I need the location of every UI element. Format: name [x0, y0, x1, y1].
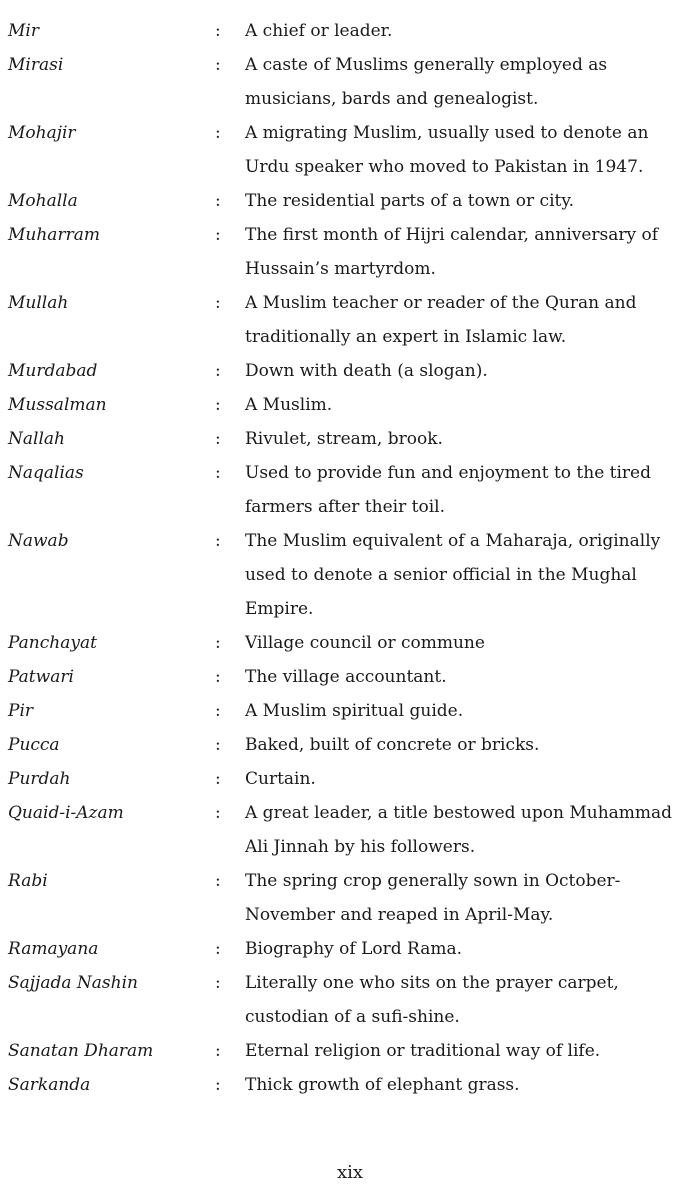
separator: :	[215, 667, 221, 687]
glossary-entry	[0, 626, 700, 660]
glossary-definition: Curtain.	[245, 769, 316, 789]
glossary-term: Muharram	[8, 225, 100, 245]
separator: :	[215, 939, 221, 959]
glossary-term: Nawab	[8, 531, 69, 551]
glossary-definition: A migrating Muslim, usually used to denote an Urdu speaker who moved to Pakistan in 1947.	[245, 123, 649, 177]
glossary-entry	[0, 932, 700, 966]
separator: :	[215, 293, 221, 313]
glossary-entry	[0, 1034, 700, 1068]
glossary-term: Pir	[8, 701, 34, 721]
separator: :	[215, 871, 221, 891]
glossary-definition: Village council or commune	[245, 633, 485, 653]
glossary-entry	[0, 864, 700, 932]
separator: :	[215, 225, 221, 245]
glossary-term: Naqalias	[8, 463, 84, 483]
glossary-entry	[0, 1068, 700, 1102]
glossary-entry	[0, 116, 700, 184]
separator: :	[215, 395, 221, 415]
glossary-term: Sajjada Nashin	[8, 973, 138, 993]
glossary-entry	[0, 218, 700, 286]
separator: :	[215, 769, 221, 789]
glossary-entry	[0, 456, 700, 524]
glossary-entry	[0, 966, 700, 1034]
glossary-entry	[0, 388, 700, 422]
glossary-term: Ramayana	[8, 939, 99, 959]
glossary-definition: A chief or leader.	[245, 21, 393, 41]
glossary-definition: The Muslim equivalent of a Maharaja, originally used to denote a senior official in the Mughal Empire.	[245, 531, 661, 619]
glossary-term: Pucca	[8, 735, 60, 755]
separator: :	[215, 803, 221, 823]
separator: :	[215, 973, 221, 993]
glossary-entry	[0, 422, 700, 456]
separator: :	[215, 463, 221, 483]
glossary-definition: Literally one who sits on the prayer carpet, custodian of a sufi-shine.	[245, 973, 619, 1027]
glossary-entry	[0, 694, 700, 728]
glossary-entry	[0, 660, 700, 694]
glossary-term: Nallah	[8, 429, 65, 449]
glossary-term: Mir	[8, 21, 39, 41]
glossary-definition: Biography of Lord Rama.	[245, 939, 462, 959]
glossary-definition: A great leader, a title bestowed upon Muhammad Ali Jinnah by his followers.	[245, 803, 673, 857]
glossary-entry	[0, 286, 700, 354]
glossary-term: Mullah	[8, 293, 69, 313]
glossary-term: Murdabad	[8, 361, 98, 381]
glossary-entry	[0, 728, 700, 762]
separator: :	[215, 531, 221, 551]
glossary-definition: Used to provide fun and enjoyment to the tired farmers after their toil.	[245, 463, 651, 517]
separator: :	[215, 1075, 221, 1095]
separator: :	[215, 701, 221, 721]
glossary-entry	[0, 184, 700, 218]
glossary-definition: The village accountant.	[245, 667, 447, 687]
glossary-definition: Eternal religion or traditional way of life.	[245, 1041, 601, 1061]
separator: :	[215, 21, 221, 41]
glossary-definition: The residential parts of a town or city.	[245, 191, 575, 211]
separator: :	[215, 55, 221, 75]
glossary-definition: A Muslim teacher or reader of the Quran and traditionally an expert in Islamic law.	[245, 293, 637, 347]
glossary-term: Quaid-i-Azam	[8, 803, 124, 823]
glossary-entry	[0, 14, 700, 48]
glossary-entry	[0, 354, 700, 388]
glossary-term: Mussalman	[8, 395, 107, 415]
separator: :	[215, 735, 221, 755]
glossary-definition: A caste of Muslims generally employed as musicians, bards and genealogist.	[245, 55, 608, 109]
glossary-definition: A Muslim.	[245, 395, 333, 415]
glossary-definition: Rivulet, stream, brook.	[245, 429, 443, 449]
glossary-entry	[0, 796, 700, 864]
separator: :	[215, 1041, 221, 1061]
glossary-term: Purdah	[8, 769, 71, 789]
glossary-definition: The spring crop generally sown in October-November and reaped in April-May.	[245, 871, 621, 925]
glossary-entry	[0, 48, 700, 116]
separator: :	[215, 429, 221, 449]
glossary-definition: Thick growth of elephant grass.	[245, 1075, 520, 1095]
glossary-term: Mirasi	[8, 55, 64, 75]
glossary-term: Patwari	[8, 667, 74, 687]
glossary-entry	[0, 524, 700, 626]
glossary-list	[0, 14, 700, 1102]
glossary-definition: Down with death (a slogan).	[245, 361, 488, 381]
separator: :	[215, 361, 221, 381]
glossary-term: Panchayat	[8, 633, 97, 653]
glossary-term: Rabi	[8, 871, 48, 891]
glossary-definition: The first month of Hijri calendar, anniversary of Hussain’s martyrdom.	[245, 225, 659, 279]
glossary-definition: Baked, built of concrete or bricks.	[245, 735, 540, 755]
glossary-term: Sarkanda	[8, 1075, 91, 1095]
separator: :	[215, 191, 221, 211]
glossary-entry	[0, 762, 700, 796]
glossary-term: Mohajir	[8, 123, 76, 143]
separator: :	[215, 123, 221, 143]
glossary-term: Mohalla	[8, 191, 78, 211]
glossary-definition: A Muslim spiritual guide.	[245, 701, 464, 721]
glossary-term: Sanatan Dharam	[8, 1041, 154, 1061]
page-number: xix	[336, 1162, 364, 1183]
separator: :	[215, 633, 221, 653]
